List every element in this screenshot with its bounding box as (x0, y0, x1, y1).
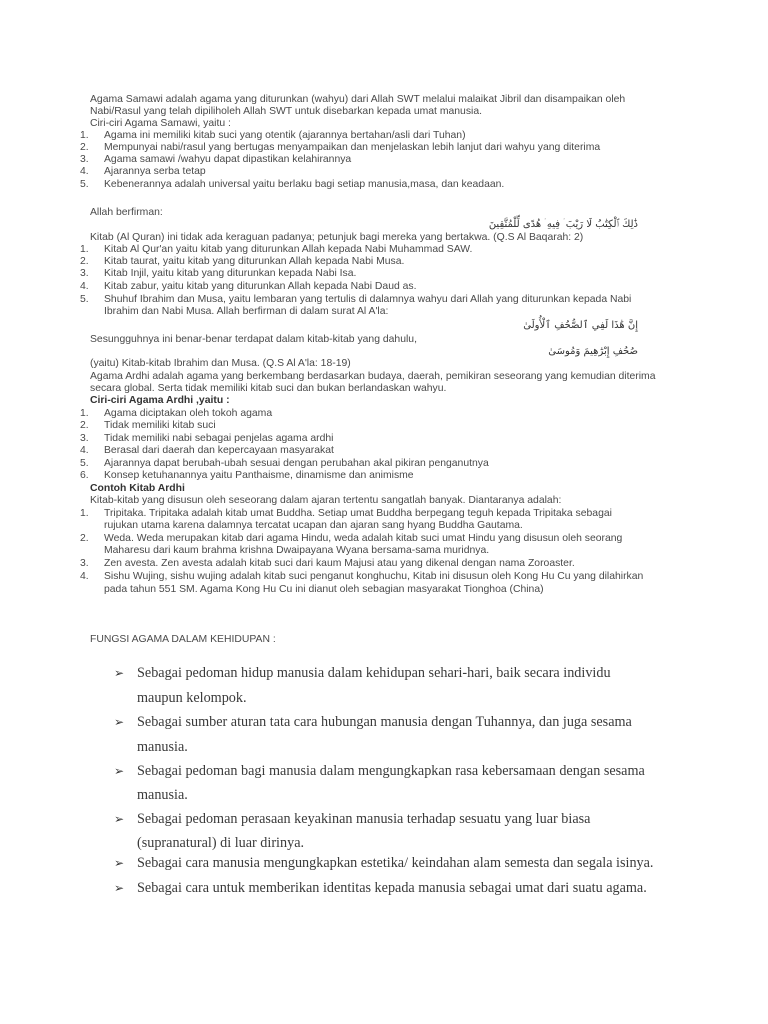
arrow-bullet-icon: ➢ (114, 764, 125, 778)
contoh-item: Zen avesta. Zen avesta adalah kitab suci dari kaum Majusi atau yang dikenal dengan nama Zoroaster. (104, 558, 575, 569)
samawi-intro-line-2: Nabi/Rasul yang telah dipiliholeh Allah SWT untuk disebarkan kepada umat manusia. (90, 106, 482, 117)
kitab-item: Shuhuf Ibrahim dan Musa, yaitu lembaran yang tertulis di dalamnya wahyu dari Allah yang diturunkan kepada Nabi (104, 294, 632, 305)
fungsi-item-continuation: manusia. (137, 787, 188, 803)
arabic-verse-ala-19: صُحُفِ إِبْرَٰهِيمَ وَمُوسَىٰ (548, 346, 638, 357)
ardhi-ciri-heading: Ciri-ciri Agama Ardhi ,yaitu : (90, 395, 230, 406)
contoh-num: 3. (80, 558, 89, 569)
fungsi-item-continuation: (supranatural) di luar dirinya. (137, 835, 305, 851)
kitab-num: 5. (80, 294, 89, 305)
ardhi-ciri-item: Tidak memiliki kitab suci (104, 420, 216, 431)
contoh-item-continuation: rujukan utama karena dalamnya tercatat ucapan dan ajaran sang hyang Buddha Gautama. (104, 520, 523, 531)
contoh-kitab-ardhi-heading: Contoh Kitab Ardhi (90, 483, 185, 494)
ardhi-ciri-num: 4. (80, 445, 89, 456)
contoh-intro: Kitab-kitab yang disusun oleh seseorang dalam ajaran tertentu sangatlah banyak. Diantaranya adalah: (90, 495, 562, 506)
samawi-ciri-item: Agama ini memiliki kitab suci yang otentik (ajarannya bertahan/asli dari Tuhan) (104, 130, 466, 141)
kitab-num: 4. (80, 281, 89, 292)
fungsi-item: Sebagai sumber aturan tata cara hubungan manusia dengan Tuhannya, dan juga sesama (137, 714, 632, 730)
ardhi-ciri-item: Berasal dari daerah dan kepercayaan masyarakat (104, 445, 334, 456)
kitab-item: Kitab Al Qur'an yaitu kitab yang diturunkan Allah kepada Nabi Muhammad SAW. (104, 244, 473, 255)
samawi-intro-line-1: Agama Samawi adalah agama yang diturunkan (wahyu) dari Allah SWT melalui malaikat Jibril dan disampaikan oleh (90, 94, 626, 105)
kitab-quran-intro: Kitab (Al Quran) ini tidak ada keraguan padanya; petunjuk bagi mereka yang bertakwa. (Q.S Al Baqarah: 2) (90, 232, 584, 243)
ardhi-ciri-item: Tidak memiliki nabi sebagai penjelas agama ardhi (104, 433, 334, 444)
contoh-item: Tripitaka. Tripitaka adalah kitab umat Buddha. Setiap umat Buddha berpegang teguh kepada Tripitaka sebagai (104, 508, 612, 519)
kitab-item-continuation: Ibrahim dan Nabi Musa. Allah berfirman di dalam surat Al A'la: (104, 306, 389, 317)
ardhi-intro-line-2: secara global. Serta tidak memiliki kitab suci dan bukan berlandaskan wahyu. (90, 383, 447, 394)
kitab-item: Kitab Injil, yaitu kitab yang diturunkan kepada Nabi Isa. (104, 268, 357, 279)
arabic-verse-ala-18: إِنَّ هَٰذَا لَفِي ٱلصُّحُفِ ٱلْأُولَىٰ (523, 320, 638, 331)
ardhi-ciri-num: 1. (80, 408, 89, 419)
fungsi-item-continuation: maupun kelompok. (137, 690, 247, 706)
arrow-bullet-icon: ➢ (114, 881, 125, 895)
arrow-bullet-icon: ➢ (114, 715, 125, 729)
kitab-num: 2. (80, 256, 89, 267)
kitab-num: 1. (80, 244, 89, 255)
samawi-ciri-item: Kebenerannya adalah universal yaitu berlaku bagi setiap manusia,masa, dan keadaan. (104, 179, 505, 190)
sesungguhnya-line: Sesungguhnya ini benar-benar terdapat dalam kitab-kitab yang dahulu, (90, 334, 417, 345)
ardhi-ciri-num: 3. (80, 433, 89, 444)
arrow-bullet-icon: ➢ (114, 856, 125, 870)
ardhi-ciri-item: Konsep ketuhanannya yaitu Panthaisme, dinamisme dan animisme (104, 470, 414, 481)
contoh-item: Weda. Weda merupakan kitab dari agama Hindu, weda adalah kitab suci umat Hindu yang disusun oleh seorang (104, 533, 623, 544)
samawi-ciri-num: 3. (80, 154, 89, 165)
kitab-item: Kitab taurat, yaitu kitab yang diturunkan Allah kepada Nabi Musa. (104, 256, 405, 267)
arabic-verse-baqarah: ذَٰلِكَ ٱلْكِتَٰبُ لَا رَيْبَ ۛ فِيهِ ۛ هُدًى لِّلْمُتَّقِينَ (488, 219, 638, 230)
fungsi-agama-heading: FUNGSI AGAMA DALAM KEHIDUPAN : (90, 634, 276, 645)
ardhi-ciri-num: 6. (80, 470, 89, 481)
allah-berfirman-label: Allah berfirman: (90, 207, 163, 218)
samawi-ciri-item: Agama samawi /wahyu dapat dipastikan kelahirannya (104, 154, 352, 165)
yaitu-kitab-ibrahim-line: (yaitu) Kitab-kitab Ibrahim dan Musa. (Q.S Al A'la: 18-19) (90, 358, 351, 369)
fungsi-item: Sebagai pedoman perasaan keyakinan manusia terhadap sesuatu yang luar biasa (137, 811, 591, 827)
samawi-ciri-item: Ajarannya serba tetap (104, 166, 206, 177)
ardhi-ciri-num: 5. (80, 458, 89, 469)
samawi-ciri-num: 4. (80, 166, 89, 177)
contoh-item: Sishu Wujing, sishu wujing adalah kitab suci penganut konghuchu, Kitab ini disusun oleh Kong Hu Cu yang dilahirkan (104, 571, 644, 582)
samawi-ciri-num: 5. (80, 179, 89, 190)
ardhi-ciri-num: 2. (80, 420, 89, 431)
ardhi-intro-line-1: Agama Ardhi adalah agama yang berkembang berdasarkan budaya, daerah, pemikiran seseorang yang kemudian diterima (90, 371, 656, 382)
arrow-bullet-icon: ➢ (114, 812, 125, 826)
kitab-num: 3. (80, 268, 89, 279)
arrow-bullet-icon: ➢ (114, 666, 125, 680)
samawi-ciri-item: Mempunyai nabi/rasul yang bertugas menyampaikan dan menjelaskan lebih lanjut dari wahyu yang diterima (104, 142, 601, 153)
kitab-item: Kitab zabur, yaitu kitab yang diturunkan Allah kepada Nabi Daud as. (104, 281, 417, 292)
ardhi-ciri-item: Ajarannya dapat berubah-ubah sesuai dengan perubahan akal pikiran penganutnya (104, 458, 489, 469)
fungsi-item: Sebagai cara untuk memberikan identitas kepada manusia sebagai umat dari suatu agama. (137, 880, 647, 896)
contoh-item-continuation: Maharesu dari kaum brahma krishna Dwaipayana Wyana bersama-sama muridnya. (104, 545, 490, 556)
samawi-ciri-num: 2. (80, 142, 89, 153)
fungsi-item: Sebagai cara manusia mengungkapkan estetika/ keindahan alam semesta dan segala isinya. (137, 855, 654, 871)
contoh-num: 1. (80, 508, 89, 519)
contoh-num: 4. (80, 571, 89, 582)
ardhi-ciri-item: Agama diciptakan oleh tokoh agama (104, 408, 273, 419)
samawi-ciri-heading: Ciri-ciri Agama Samawi, yaitu : (90, 118, 231, 129)
samawi-ciri-num: 1. (80, 130, 89, 141)
contoh-item-continuation: pada tahun 551 SM. Agama Kong Hu Cu ini dianut oleh sebagian masyarakat Tionghoa (China) (104, 584, 544, 595)
fungsi-item (137, 664, 679, 682)
fungsi-item-text: Sebagai pedoman hidup manusia dalam kehidupan sehari-hari, baik secara individu (137, 665, 611, 681)
fungsi-item-continuation: manusia. (137, 739, 188, 755)
fungsi-item: Sebagai pedoman bagi manusia dalam mengungkapkan rasa kebersamaan dengan sesama (137, 763, 645, 779)
contoh-num: 2. (80, 533, 89, 544)
